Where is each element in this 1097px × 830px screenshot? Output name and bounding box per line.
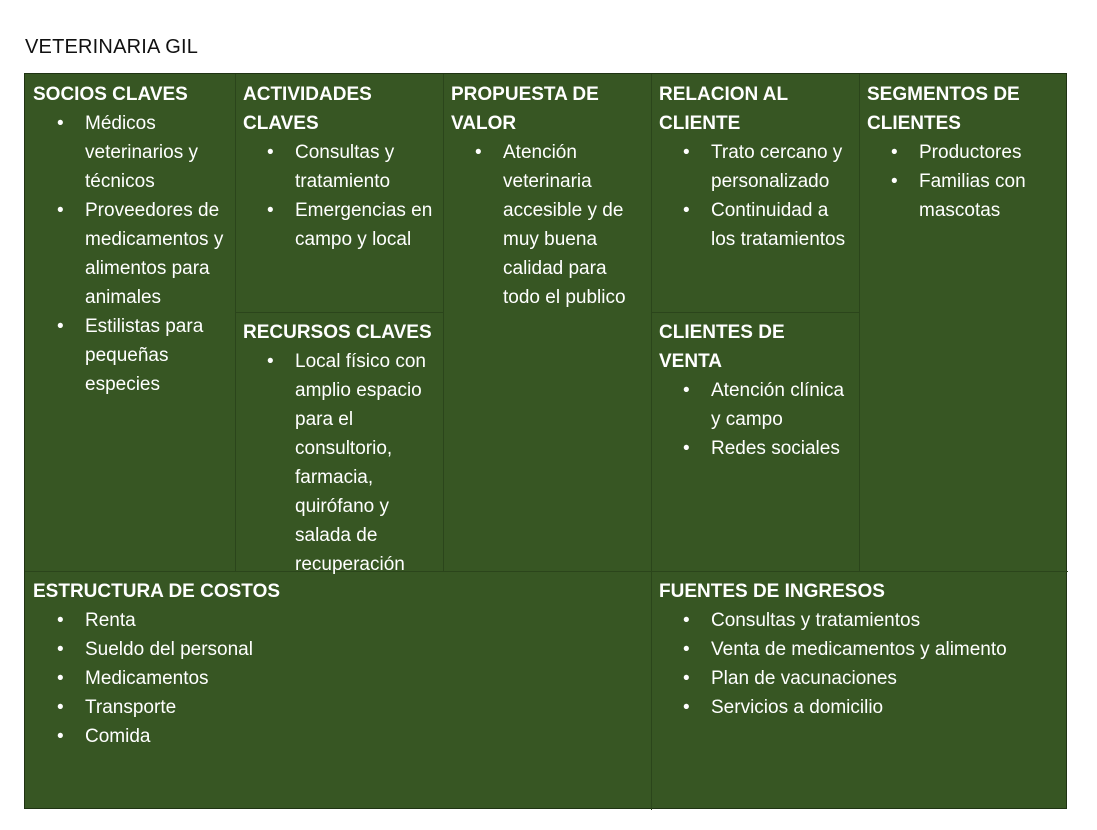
list-item: • Redes sociales bbox=[659, 434, 851, 463]
cell-title: FUENTES DE INGRESOS bbox=[659, 581, 885, 602]
cell-clientes-de-venta bbox=[651, 312, 859, 571]
cell-relacion-al-cliente bbox=[651, 74, 859, 312]
list-item: • Renta bbox=[33, 606, 643, 635]
cell-title: ACTIVIDADES CLAVES bbox=[243, 84, 372, 134]
cell-title: RELACION AL CLIENTE bbox=[659, 84, 788, 134]
canales-list bbox=[659, 376, 851, 463]
ingresos-list bbox=[659, 606, 1060, 722]
list-item: • Consultas y tratamiento bbox=[243, 138, 435, 196]
socios-list bbox=[33, 109, 227, 399]
cell-socios-claves bbox=[25, 74, 235, 571]
list-item: • Atención veterinaria accesible y de muy buena calidad para todo el publico bbox=[451, 138, 643, 312]
costos-list bbox=[33, 606, 643, 751]
list-item: • Transporte bbox=[33, 693, 643, 722]
cell-title: CLIENTES DE VENTA bbox=[659, 322, 785, 372]
cell-estructura-de-costos bbox=[25, 571, 651, 810]
list-item: • Continuidad a los tratamientos bbox=[659, 196, 851, 254]
list-item: • Plan de vacunaciones bbox=[659, 664, 1060, 693]
propuesta-list bbox=[451, 138, 643, 312]
list-item: • Productores bbox=[867, 138, 1060, 167]
business-model-canvas bbox=[24, 73, 1067, 809]
list-item: • Atención clínica y campo bbox=[659, 376, 851, 434]
cell-title: SEGMENTOS DE CLIENTES bbox=[867, 84, 1020, 134]
cell-title: PROPUESTA DE VALOR bbox=[451, 84, 599, 134]
list-item: • Local físico con amplio espacio para el consultorio, farmacia, quirófano y salada de recuperación bbox=[243, 347, 435, 579]
list-item: • Emergencias en campo y local bbox=[243, 196, 435, 254]
list-item: • Servicios a domicilio bbox=[659, 693, 1060, 722]
recursos-list bbox=[243, 347, 435, 579]
relacion-list bbox=[659, 138, 851, 254]
list-item: • Proveedores de medicamentos y alimentos para animales bbox=[33, 196, 227, 312]
document-title: VETERINARIA GIL bbox=[25, 36, 199, 58]
list-item: • Médicos veterinarios y técnicos bbox=[33, 109, 227, 196]
actividades-list bbox=[243, 138, 435, 254]
cell-title: SOCIOS CLAVES bbox=[33, 84, 188, 105]
list-item: • Venta de medicamentos y alimento bbox=[659, 635, 1060, 664]
list-item: • Estilistas para pequeñas especies bbox=[33, 312, 227, 399]
cell-actividades-claves bbox=[235, 74, 443, 312]
list-item: • Comida bbox=[33, 722, 643, 751]
cell-recursos-claves bbox=[235, 312, 443, 575]
list-item: • Medicamentos bbox=[33, 664, 643, 693]
cell-fuentes-de-ingresos bbox=[651, 571, 1068, 810]
cell-title: ESTRUCTURA DE COSTOS bbox=[33, 581, 281, 602]
cell-segmentos-de-clientes bbox=[859, 74, 1068, 571]
list-item: • Trato cercano y personalizado bbox=[659, 138, 851, 196]
segmentos-list bbox=[867, 138, 1060, 225]
cell-propuesta-de-valor bbox=[443, 74, 651, 571]
list-item: • Consultas y tratamientos bbox=[659, 606, 1060, 635]
list-item: • Familias con mascotas bbox=[867, 167, 1060, 225]
list-item: • Sueldo del personal bbox=[33, 635, 643, 664]
cell-title: RECURSOS CLAVES bbox=[243, 322, 432, 343]
